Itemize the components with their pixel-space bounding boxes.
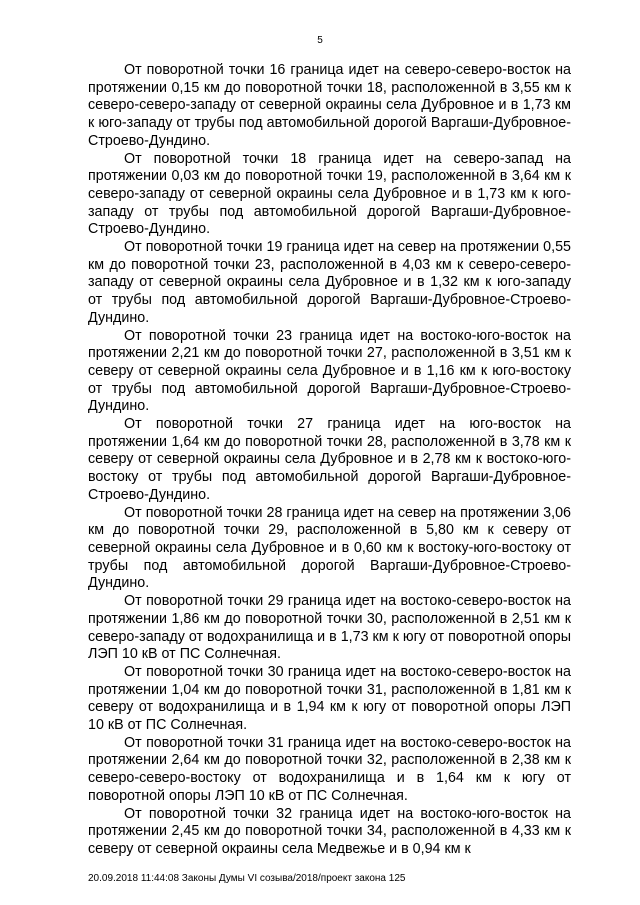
paragraph: От поворотной точки 28 граница идет на север на протяжении 3,06 км до поворотной точки 29, расположенной в 5,80 км к северу от северной окраины села Дубровное и в 0,60 км к востоку-юго-востоку от трубы под автомобильной дорогой Варгаши-Дубровное-Строево-Дундино. bbox=[88, 504, 571, 592]
paragraph: От поворотной точки 23 граница идет на востоко-юго-восток на протяжении 2,21 км до поворотной точки 27, расположенной в 3,51 км к северу от северной окраины села Дубровное и в 1,16 км к юго-востоку от трубы под автомобильной дорогой Варгаши-Дубровное-Строево-Дундино. bbox=[88, 327, 571, 415]
document-body bbox=[88, 62, 571, 859]
paragraph: От поворотной точки 29 граница идет на востоко-северо-восток на протяжении 1,86 км до поворотной точки 30, расположенной в 2,51 км к северо-западу от водохранилища и в 1,73 км к югу от поворотной опоры ЛЭП 10 кВ от ПС Солнечная. bbox=[88, 593, 571, 663]
paragraph: От поворотной точки 32 граница идет на востоко-юго-восток на протяжении 2,45 км до поворотной точки 34, расположенной в 4,33 км к северу от северной окраины села Медвежье и в 0,94 км к bbox=[88, 805, 571, 857]
document-footer: 20.09.2018 11:44:08 Законы Думы VI созыва/2018/проект закона 125 bbox=[88, 873, 406, 884]
paragraph: От поворотной точки 27 граница идет на юго-восток на протяжении 1,64 км до поворотной точки 28, расположенной в 3,78 км к северу от северной окраины села Дубровное и в 2,78 км к востоко-юго-востоку от трубы под автомобильной дорогой Варгаши-Дубровное-Строево-Дундино. bbox=[88, 416, 571, 503]
page-number: 5 bbox=[317, 35, 323, 46]
paragraph: От поворотной точки 19 граница идет на север на протяжении 0,55 км до поворотной точки 23, расположенной в 4,03 км к северо-северо-западу от северной окраины села Дубровное и в 1,32 км к юго-западу от трубы под автомобильной дорогой Варгаши-Дубровное-Строево-Дундино. bbox=[88, 239, 571, 326]
paragraph: От поворотной точки 30 граница идет на востоко-северо-восток на протяжении 1,04 км до поворотной точки 31, расположенной в 1,81 км к северу от водохранилища и в 1,94 км к югу от поворотной опоры ЛЭП 10 кВ от ПС Солнечная. bbox=[88, 663, 571, 734]
paragraph: От поворотной точки 31 граница идет на востоко-северо-восток на протяжении 2,64 км до поворотной точки 32, расположенной в 2,38 км к северо-северо-востоку от водохранилища и в 1,64 км к югу от поворотной опоры ЛЭП 10 кВ от ПС Солнечная. bbox=[88, 734, 571, 804]
paragraph: От поворотной точки 16 граница идет на северо-северо-восток на протяжении 0,15 км до поворотной точки 18, расположенной в 3,55 км к северо-северо-западу от северной окраины села Дубровное и в 1,73 км к юго-западу от трубы под автомобильной дорогой Варгаши-Дубровное-Строево-Дундино. bbox=[88, 62, 571, 149]
paragraph: От поворотной точки 18 граница идет на северо-запад на протяжении 0,03 км до поворотной точки 19, расположенной в 3,64 км к северо-западу от северной окраины села Дубровное и в 1,73 км к юго-западу от трубы под автомобильной дорогой Варгаши-Дубровное-Строево-Дундино. bbox=[88, 150, 571, 238]
